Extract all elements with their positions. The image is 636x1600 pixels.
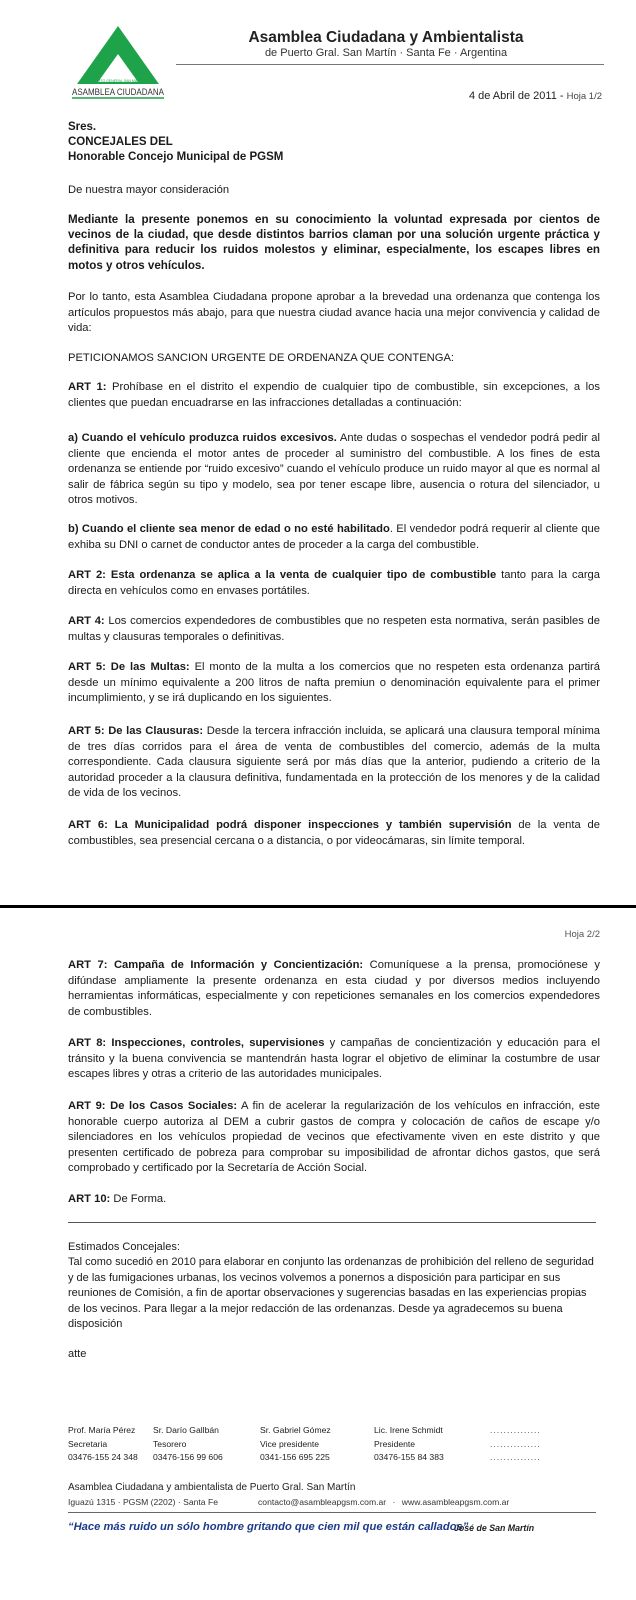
quote-author: José de San Martín (454, 1523, 535, 1533)
organization-logo (66, 24, 170, 102)
closing-block (68, 1240, 598, 1332)
dotted-line: ............... (490, 1438, 541, 1449)
article-10 (68, 1192, 600, 1208)
sign-off: atte (68, 1348, 87, 1360)
article-body: Desde la tercera infracción incluida, se aplicará una clausura temporal mínima de tres días corridos para el área de venta de combustibles del comercio, además de la multa correspondiente. Cada clausura siguiente será por más días que la anterior, pudiendo a criterio de la autoridad proceder a la clausura definitiva, fundamentada en la protección de los menores y de la calidad de vida de los vecinos. (68, 725, 600, 800)
article-1b (68, 522, 600, 553)
article-body: Prohíbase en el distrito el expendio de cualquier tipo de combustible, sin excepciones, a los clientes que puedan encuadrarse en las infracciones detalladas a continuación: (68, 381, 600, 409)
article-heading: ART 6: La Municipalidad podrá disponer inspecciones y también supervisión (68, 819, 512, 831)
article-body: El monto de la multa a los comercios que no respeten esta ordenanza partirá desde un mínimo equivalente a 200 litros de nafta premiun o denominación equivalente para el primer incumplimiento, y se irá duplicando en los siguientes. (68, 661, 600, 705)
article-body: de la venta de combustibles, sea presencial cercana o a distancia, o por videocámaras, sin límite temporal. (68, 819, 600, 847)
article-heading: a) Cuando el vehículo produzca ruidos excesivos. (68, 432, 337, 444)
article-heading: ART 7: Campaña de Información y Concientización: (68, 959, 364, 971)
letter-date: 4 de Abril de 2011 - (468, 90, 564, 102)
article-7 (68, 958, 600, 1020)
header-divider (176, 64, 604, 65)
signatory-phone: 03476-155 84 383 (374, 1452, 444, 1462)
closing-salutation: Estimados Concejales: (68, 1241, 180, 1253)
article-9 (68, 1099, 600, 1177)
petition-heading: PETICIONAMOS SANCION URGENTE DE ORDENANZA QUE CONTENGA: (68, 352, 455, 364)
article-body: Ante dudas o sospechas el vendedor podrá pedir al cliente que encienda el motor antes de proceder al suministro del combustible. A los fines de esta ordenanza se entiende por “ruido excesivo” cuando el vehículo produce un ruido mayor al que es normal al salir de fábrica según su tipo y modelo, sea por tener escape libre, ausencia o rotura del silenciador, u otros motivos. (68, 432, 600, 507)
article-body: tanto para la carga directa en vehículos como en envases portátiles. (68, 569, 600, 597)
article-body: A fin de acelerar la regularización de los vehículos en infracción, este honorable cuerpo autoriza al DEM a cubrir gastos de compra y colocación de caños de escape y/o silenciadores en los vehículos propiedad de vecinos que efectivamente viven en este distrito y que presenten certificado de pobreza para comprobar su imposibilidad de afrontar dichos gastos, que será comprobado y certificado por la Secretaría de Acción Social. (68, 1100, 600, 1175)
article-heading: b) Cuando el cliente sea menor de edad o no esté habilitado (68, 523, 390, 535)
article-heading: ART 5: De las Clausuras: (68, 725, 204, 737)
date-line (469, 90, 602, 102)
org-subtitle: de Puerto Gral. San Martín · Santa Fe · Argentina (264, 47, 508, 59)
article-heading: ART 9: De los Casos Sociales: (68, 1100, 238, 1112)
article-heading: ART 10: (68, 1193, 111, 1205)
article-2 (68, 568, 600, 599)
signatory-role: Secretaria (68, 1438, 108, 1449)
greeting: De nuestra mayor consideración (68, 184, 230, 196)
logo-text: ASAMBLEA CIUDADANA (72, 87, 165, 98)
footer-quote: “Hace más ruido un sólo hombre gritando que cien mil que están callados” (68, 1521, 469, 1533)
article-body: Comuníquese a la prensa, promociónese y difúndase ampliamente la presente ordenanza en esta ciudad y por diversos medios incluyendo herramientas informáticas, especialmente y con repeticiones semanales en los comercios expendedores de combustibles. (68, 959, 600, 1018)
signatory-name: Prof. María Pérez (68, 1425, 136, 1435)
footer-email[interactable]: contacto@asambleapgsm.com.ar (258, 1497, 387, 1507)
signatory-president (374, 1424, 444, 1465)
article-heading: ART 2: Esta ordenanza se aplica a la venta de cualquier tipo de combustible (68, 569, 497, 581)
logo-subtext: PUERTO GENERAL SAN MARTIN (90, 79, 146, 83)
footer-divider (68, 1512, 596, 1513)
footer-website[interactable]: www.asambleapgsm.com.ar (401, 1497, 510, 1507)
proposal-paragraph: Por lo tanto, esta Asamblea Ciudadana propone aprobar a la brevedad una ordenanza que contenga los artículos propuestos más abajo, para que nuestra ciudad avance hacia una mejor convivencia y calidad de vida: (68, 291, 600, 335)
article-5-closures (68, 724, 600, 802)
blank-signature-lines (490, 1424, 541, 1465)
sheet-number-2: Hoja 2/2 (564, 929, 600, 940)
article-8 (68, 1036, 600, 1083)
addressee-block (68, 120, 600, 165)
article-heading: ART 5: De las Multas: (68, 661, 190, 673)
signatory-name: Sr. Gabriel Gómez (260, 1425, 331, 1435)
article-4 (68, 614, 600, 645)
closing-body: Tal como sucedió en 2010 para elaborar en conjunto las ordenanzas de prohibición del relleno de seguridad y de las fumigaciones urbanas, los vecinos volvemos a ponernos a disposición para participar en sus reuniones de Comisión, a fin de aportar observaciones y sugerencias basadas en las experiencias propias de los vecinos. Para llegar a la mejor redacción de las ordenanzas. Desde ya agradecemos su buena disposición (68, 1256, 594, 1331)
signatory-name: Sr. Darío Gallbán (153, 1425, 219, 1435)
article-1 (68, 380, 600, 411)
article-body: y campañas de concientización y educación para el tránsito y la buena convivencia se mantendrán hasta lograr el objetivo de eliminar la costumbre de usar escapes libres y otras a criterio de las autoridades municipales. (68, 1037, 600, 1081)
signatory-role: Presidente (374, 1438, 416, 1449)
article-6 (68, 818, 600, 849)
article-body: . El vendedor podrá requerir al cliente que exhiba su DNI o carnet de conductor antes de proceder a la carga del combustible. (68, 523, 600, 551)
footer-organization: Asamblea Ciudadana y ambientalista de Puerto Gral. San Martín (68, 1482, 356, 1493)
dotted-line: ............... (490, 1425, 541, 1435)
footer-separator: · (392, 1497, 396, 1507)
addressee-line: Honorable Concejo Municipal de PGSM (68, 151, 284, 163)
org-title: Asamblea Ciudadana y Ambientalista (248, 29, 524, 46)
addressee-line: CONCEJALES DEL (68, 136, 173, 148)
article-heading: ART 4: (68, 615, 105, 627)
signatory-role: Vice presidente (260, 1438, 320, 1449)
signatory-vice-president (260, 1424, 331, 1465)
article-heading: ART 1: (68, 381, 107, 393)
intro-paragraph: Mediante la presente ponemos en su conocimiento la voluntad expresada por cientos de vecinos de la ciudad, que desde distintos barrios claman por una solución urgente práctica y definitiva para reducir los ruidos molestos y eliminar, especialmente, los escapes libres en motos y otros vehículos. (68, 213, 600, 272)
article-heading: ART 8: Inspecciones, controles, supervisiones (68, 1037, 325, 1049)
article-body: Los comercios expendedores de combustibles que no respeten esta normativa, serán pasibles de multas y clausuras temporales o definitivas. (68, 615, 600, 643)
signatory-name: Lic. Irene Schmidt (374, 1425, 443, 1435)
article-1a (68, 431, 600, 509)
article-body: De Forma. (110, 1193, 167, 1205)
dotted-line: ............... (490, 1452, 541, 1462)
signatory-role: Tesorero (153, 1438, 187, 1449)
signatory-phone: 03476-155 24 348 (68, 1452, 138, 1462)
sheet-number: Hoja 1/2 (566, 91, 602, 102)
signatory-treasurer (153, 1424, 223, 1465)
page-divider (0, 905, 636, 908)
article-5-fines (68, 660, 600, 707)
signatory-phone: 03476-156 99 606 (153, 1452, 223, 1462)
footer-address: Iguazú 1315 · PGSM (2202) · Santa Fe (68, 1497, 218, 1507)
addressee-line: Sres. (68, 121, 97, 133)
signatory-secretary (68, 1424, 138, 1465)
signatory-phone: 0341-156 695 225 (260, 1452, 330, 1462)
section-divider (68, 1222, 596, 1223)
footer-contact (258, 1497, 509, 1507)
